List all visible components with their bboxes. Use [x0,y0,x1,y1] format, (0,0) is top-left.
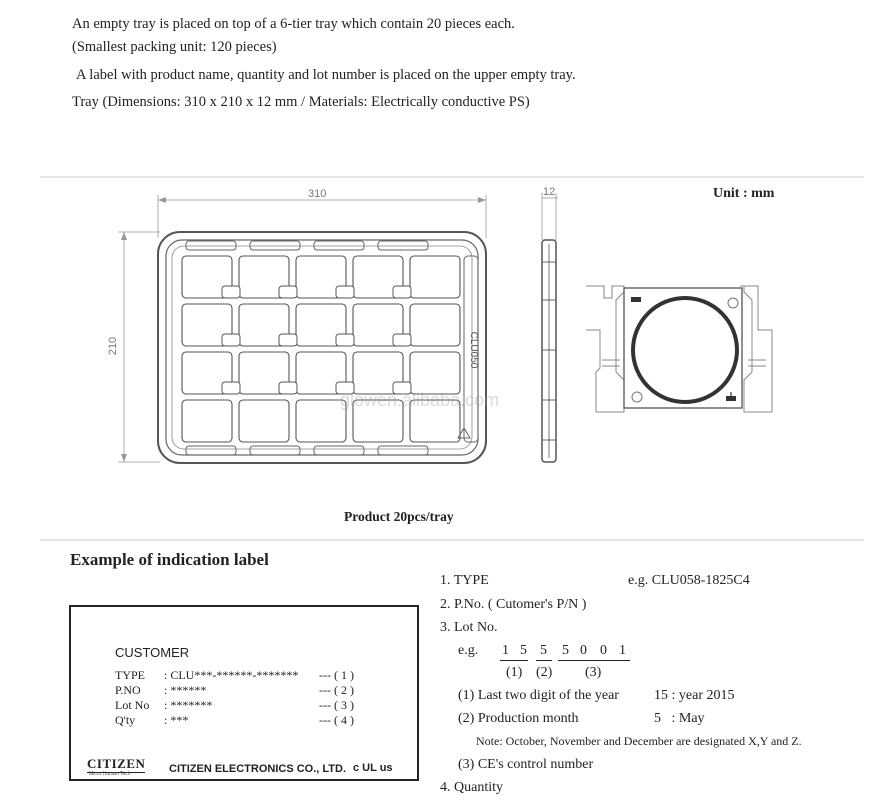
lot-digit: 0 [580,643,587,658]
label-row-ref: --- ( 4 ) [319,713,354,727]
lot-digit: 1 [502,643,509,658]
label-row-key: P.NO [115,683,141,697]
label-row-value: : CLU***-******-******* [164,668,299,682]
lot-digit: 5 [540,643,547,658]
tray-marking: CLU050 [468,331,479,369]
lot-month-note: Note: October, November and December are designated X,Y and Z. [476,734,802,748]
legend-item-2: 2. P.No. ( Cutomer's P/N ) [440,597,587,612]
indication-label [69,605,419,781]
lot-group-underline [558,660,630,661]
label-row-key: TYPE [115,668,145,682]
label-row-ref: --- ( 2 ) [319,683,354,697]
label-row-ref: --- ( 1 ) [319,668,354,682]
lot-group-label: (3) [585,665,602,680]
lot-digit: 0 [600,643,607,658]
intro-line-2: (Smallest packing unit: 120 pieces) [72,39,277,55]
unit-label: Unit : mm [713,186,775,201]
citizen-logo-sub: Micro Human Tech [89,771,131,777]
label-row-key: Q'ty [115,713,136,727]
legend-item-3: 3. Lot No. [440,620,498,635]
lot-group-label: (1) [506,665,523,680]
watermark: glowen.alibaba.com [340,390,500,410]
height-dimension: 210 [107,336,120,356]
label-row-ref: --- ( 3 ) [319,698,354,712]
ul-cert-mark: c UL us [353,762,393,774]
lot-sub-1: (1) Last two digit of the year [458,688,619,703]
depth-dimension: 12 [543,186,556,198]
lot-sub-3: (3) CE's control number [458,757,594,772]
intro-line-1: An empty tray is placed on top of a 6-tier tray which contain 20 pieces each. [72,16,515,32]
lot-digit: 5 [520,643,527,658]
lot-sub-2: (2) Production month [458,711,579,726]
drawing-caption: Product 20pcs/tray [344,509,454,524]
citizen-logo: CITIZEN [87,756,146,771]
legend-item-1-example: e.g. CLU058-1825C4 [628,573,750,588]
label-example-heading: Example of indication label [70,550,269,569]
lot-group-label: (2) [536,665,553,680]
label-row-key: Lot No [115,698,150,712]
lot-sub-1-example: 15 : year 2015 [654,688,735,703]
legend-item-1: 1. TYPE [440,573,489,588]
intro-line-3: A label with product name, quantity and lot number is placed on the upper empty tray. [76,67,576,83]
lot-sub-2-example: 5 : May [654,711,705,726]
lot-group-underline [500,660,528,661]
label-row-value: : ******* [164,698,213,712]
lot-digit: 5 [562,643,569,658]
width-dimension: 310 [308,188,327,200]
lot-example-label: e.g. [458,643,479,658]
legend-item-4: 4. Quantity [440,780,503,795]
lot-digit: 1 [619,643,626,658]
company-name: CITIZEN ELECTRONICS CO., LTD. [169,763,347,775]
label-customer: CUSTOMER [115,645,190,660]
label-row-value: : *** [164,713,189,727]
intro-line-4: Tray (Dimensions: 310 x 210 x 12 mm / Materials: Electrically conductive PS) [72,94,530,110]
label-row-value: : ****** [164,683,207,697]
lot-group-underline [536,660,552,661]
